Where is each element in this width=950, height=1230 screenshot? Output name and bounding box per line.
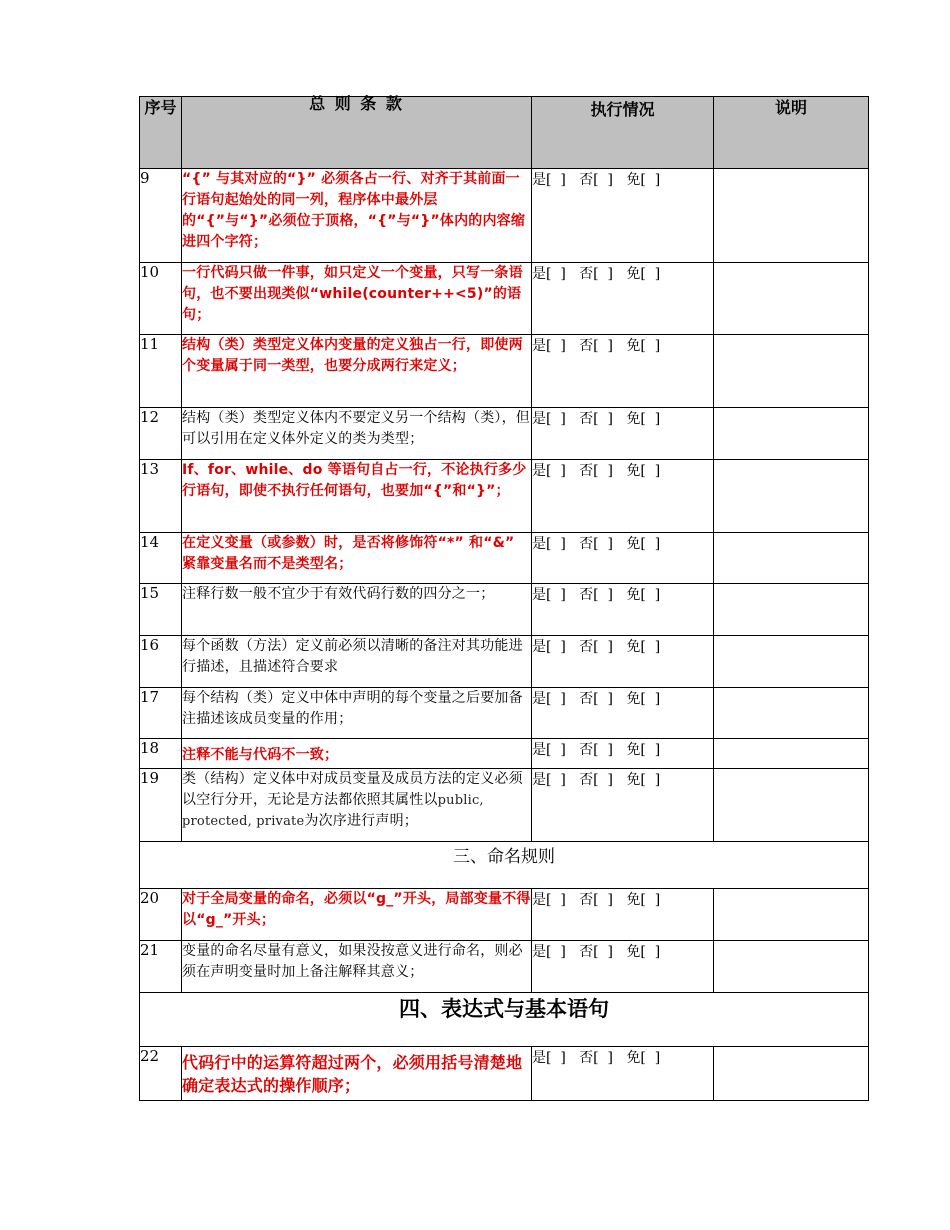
section-row-naming xyxy=(140,842,869,889)
note-cell[interactable] xyxy=(714,263,869,335)
row-number: 10 xyxy=(140,263,182,335)
clause-text-main: 类（结构）定义体中对成员变量及成员方法的定义必须以空行分开，无论是方法都依照其属性以 xyxy=(182,771,523,808)
clause-text: 注释行数一般不宜少于有效代码行数的四分之一； xyxy=(182,584,532,636)
clause-text-code: public, protected, private xyxy=(182,793,484,829)
table-row xyxy=(140,941,869,993)
header-clause: 总 则 条 款 xyxy=(182,97,532,169)
table-row xyxy=(140,263,869,335)
note-cell[interactable] xyxy=(714,584,869,636)
row-number: 17 xyxy=(140,688,182,739)
note-cell[interactable] xyxy=(714,636,869,688)
note-cell[interactable] xyxy=(714,769,869,842)
row-number: 15 xyxy=(140,584,182,636)
row-number: 14 xyxy=(140,533,182,584)
table-row xyxy=(140,460,869,533)
clause-text: “{” 与其对应的“}” 必须各占一行、对齐于其前面一行语句起始处的同一列，程序体中最外层的“{”与“}”必须位于顶格，“{”与“}”体内的内容缩进四个字符； xyxy=(182,169,532,263)
clause-text: 结构（类）类型定义体内不要定义另一个结构（类），但可以引用在定义体外定义的类为类型； xyxy=(182,408,532,460)
row-number: 16 xyxy=(140,636,182,688)
note-cell[interactable] xyxy=(714,408,869,460)
row-number: 9 xyxy=(140,169,182,263)
row-number: 19 xyxy=(140,769,182,842)
table-row xyxy=(140,533,869,584)
clause-text: 每个结构（类）定义中体中声明的每个变量之后要加备注描述该成员变量的作用； xyxy=(182,688,532,739)
exec-status-options[interactable]: 是[ ] 否[ ] 免[ ] xyxy=(532,263,714,335)
table-row xyxy=(140,584,869,636)
clause-text: If、for、while、do 等语句自占一行，不论执行多少行语句，即使不执行任何语句，也要加“{”和“}”； xyxy=(182,460,532,533)
clause-text: 注释不能与代码不一致； xyxy=(182,739,532,769)
table-row xyxy=(140,335,869,408)
review-checklist-table xyxy=(139,96,869,1101)
note-cell[interactable] xyxy=(714,1047,869,1101)
row-number: 18 xyxy=(140,739,182,769)
clause-text: 变量的命名尽量有意义，如果没按意义进行命名，则必须在声明变量时加上备注解释其意义； xyxy=(182,941,532,993)
exec-status-options[interactable]: 是[ ] 否[ ] 免[ ] xyxy=(532,169,714,263)
clause-text: 一行代码只做一件事，如只定义一个变量，只写一条语句，也不要出现类似“while(counter++<5)”的语句； xyxy=(182,263,532,335)
row-number: 12 xyxy=(140,408,182,460)
clause-text: 对于全局变量的命名，必须以“g_”开头，局部变量不得以“g_”开头； xyxy=(182,889,532,941)
table-row xyxy=(140,769,869,842)
exec-status-options[interactable]: 是[ ] 否[ ] 免[ ] xyxy=(532,769,714,842)
note-cell[interactable] xyxy=(714,688,869,739)
exec-status-options[interactable]: 是[ ] 否[ ] 免[ ] xyxy=(532,460,714,533)
note-cell[interactable] xyxy=(714,889,869,941)
table-row xyxy=(140,889,869,941)
note-cell[interactable] xyxy=(714,169,869,263)
clause-text: 每个函数（方法）定义前必须以清晰的备注对其功能进行描述，且描述符合要求 xyxy=(182,636,532,688)
note-cell[interactable] xyxy=(714,739,869,769)
clause-text xyxy=(182,769,532,842)
table-row xyxy=(140,1047,869,1101)
exec-status-options[interactable]: 是[ ] 否[ ] 免[ ] xyxy=(532,408,714,460)
note-cell[interactable] xyxy=(714,533,869,584)
section-row-expressions xyxy=(140,993,869,1047)
exec-status-options[interactable]: 是[ ] 否[ ] 免[ ] xyxy=(532,584,714,636)
table-row xyxy=(140,636,869,688)
table-row xyxy=(140,688,869,739)
exec-status-options[interactable]: 是[ ] 否[ ] 免[ ] xyxy=(532,739,714,769)
clause-text: 在定义变量（或参数）时，是否将修饰符“*” 和“&” 紧靠变量名而不是类型名； xyxy=(182,533,532,584)
note-cell[interactable] xyxy=(714,335,869,408)
section-title-naming: 三、命名规则 xyxy=(140,842,869,889)
exec-status-options[interactable]: 是[ ] 否[ ] 免[ ] xyxy=(532,941,714,993)
clause-text: 代码行中的运算符超过两个，必须用括号清楚地确定表达式的操作顺序； xyxy=(182,1047,532,1101)
row-number: 21 xyxy=(140,941,182,993)
header-exec: 执行情况 xyxy=(532,97,714,169)
exec-status-options[interactable]: 是[ ] 否[ ] 免[ ] xyxy=(532,1047,714,1101)
section-title-expressions: 四、表达式与基本语句 xyxy=(140,993,869,1047)
row-number: 22 xyxy=(140,1047,182,1101)
exec-status-options[interactable]: 是[ ] 否[ ] 免[ ] xyxy=(532,889,714,941)
note-cell[interactable] xyxy=(714,941,869,993)
table-row xyxy=(140,408,869,460)
exec-status-options[interactable]: 是[ ] 否[ ] 免[ ] xyxy=(532,688,714,739)
note-cell[interactable] xyxy=(714,460,869,533)
row-number: 13 xyxy=(140,460,182,533)
table-row xyxy=(140,739,869,769)
clause-text-tail: 为次序进行声明； xyxy=(304,813,418,829)
header-note: 说明 xyxy=(714,97,869,169)
header-row xyxy=(140,97,869,169)
row-number: 11 xyxy=(140,335,182,408)
exec-status-options[interactable]: 是[ ] 否[ ] 免[ ] xyxy=(532,335,714,408)
exec-status-options[interactable]: 是[ ] 否[ ] 免[ ] xyxy=(532,636,714,688)
header-seq: 序号 xyxy=(140,97,182,169)
row-number: 20 xyxy=(140,889,182,941)
table-row xyxy=(140,169,869,263)
clause-text: 结构（类）类型定义体内变量的定义独占一行，即使两个变量属于同一类型，也要分成两行来定义； xyxy=(182,335,532,408)
exec-status-options[interactable]: 是[ ] 否[ ] 免[ ] xyxy=(532,533,714,584)
